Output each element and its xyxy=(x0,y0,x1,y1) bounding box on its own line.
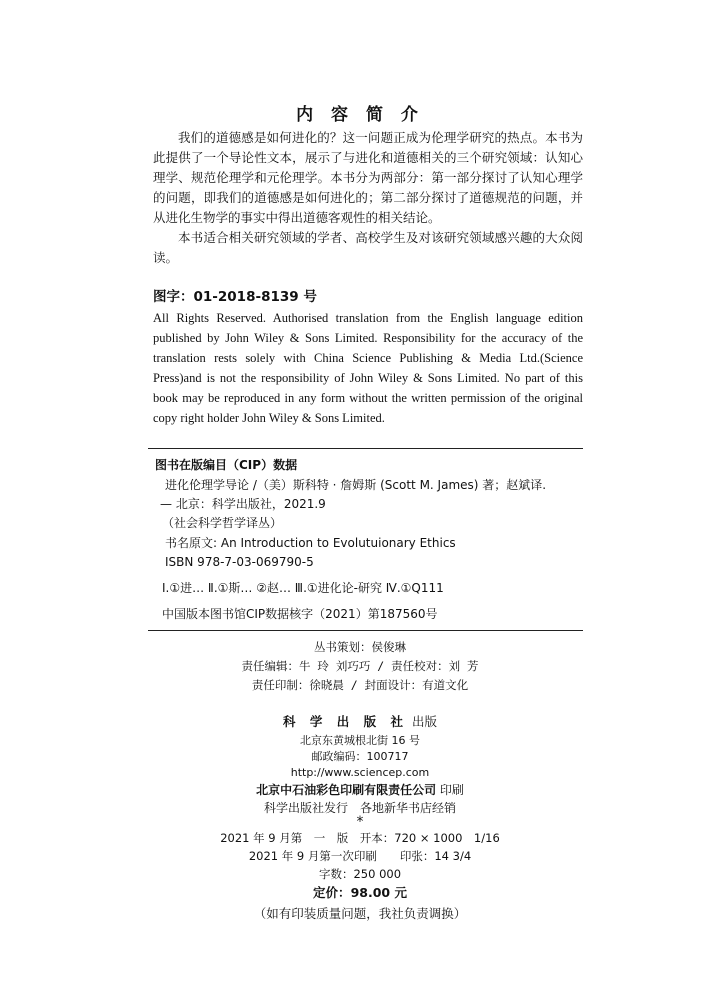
responsible-editors: 责任编辑：牛 玲 刘巧巧 / 责任校对：刘 芳 xyxy=(241,659,479,673)
cip-place-line: — 北京：科学出版社，2021.9 xyxy=(160,497,326,511)
publisher-website: http://www.sciencep.com xyxy=(290,766,430,779)
printer-suffix: 印刷 xyxy=(439,783,464,797)
word-count: 字数：250 000 xyxy=(318,867,402,881)
edition-line: 2021 年 9 月第 一 版 开本：720 × 1000 1/16 xyxy=(220,831,500,845)
cip-heading: 图书在版编目（CIP）数据 xyxy=(155,458,298,472)
publisher-postcode: 邮政编码：100717 xyxy=(311,750,409,763)
series-planner: 丛书策划：侯俊琳 xyxy=(314,640,406,654)
intro-paragraph-2: 本书适合相关研究领域的学者、高校学生及对该研究领域感兴趣的大众阅读。 xyxy=(153,230,583,265)
responsible-printing: 责任印制：徐晓晨 / 封面设计：有道文化 xyxy=(251,678,469,692)
cip-isbn: ISBN 978-7-03-069790-5 xyxy=(165,555,314,569)
divider-bottom xyxy=(148,630,583,631)
publisher-name: 科 学 出 版 社 xyxy=(283,714,408,729)
price-value: 98.00 元 xyxy=(350,885,407,900)
cip-series-line: （社会科学哲学译丛） xyxy=(162,516,283,530)
cip-original-title: 书名原文: An Introduction to Evolutuionary Ethics xyxy=(165,536,456,550)
distribution-line: 科学出版社发行 各地新华书店经销 xyxy=(263,801,456,815)
quality-notice: （如有印装质量问题，我社负责调换） xyxy=(253,906,467,921)
divider-top xyxy=(148,448,583,449)
printer-name: 北京中石油彩色印刷有限责任公司 xyxy=(256,783,437,797)
price-line xyxy=(0,884,720,902)
cip-title-line: 进化伦理学导论 /（美）斯科特 · 詹姆斯 (Scott M. James) 著；赵斌译. xyxy=(165,478,547,492)
cip-classification: Ⅰ.①进… Ⅱ.①斯… ②赵… Ⅲ.①进化论-研究 Ⅳ.①Q111 xyxy=(162,581,444,595)
separator-star: * xyxy=(356,814,364,830)
rights-statement: All Rights Reserved. Authorised translation from the English language edition published by John Wiley & Sons Limited. Responsibility for the accuracy of the translation rests solely with China Science Publishing & Media Ltd.(Science Press)and is not the responsibility of John Wiley & Sons Limited. No part of this book may be reproduced in any form without the written permission of the original copy right holder John Wiley & Sons Limited. xyxy=(153,311,583,425)
impression-line: 2021 年 9 月第一次印刷 印张：14 3/4 xyxy=(248,849,472,863)
publisher-suffix: 出版 xyxy=(411,714,437,729)
publisher-line xyxy=(0,714,720,730)
printer-line xyxy=(0,782,720,798)
page-title: 内 容 简 介 xyxy=(296,105,424,125)
copyright-permit-number: 图字：01-2018-8139 号 xyxy=(153,289,317,305)
publisher-address: 北京东黄城根北街 16 号 xyxy=(300,734,420,747)
cip-check-number: 中国版本图书馆CIP数据核字（2021）第187560号 xyxy=(162,607,438,621)
intro-paragraph-1: 我们的道德感是如何进化的？这一问题正成为伦理学研究的热点。本书为此提供了一个导论性文本，展示了与进化和道德相关的三个研究领域：认知心理学、规范伦理学和元伦理学。本书分为两部分：第一部分探讨了认知心理学的问题，即我们的道德感是如何进化的；第二部分探讨了道德规范的问题，并从进化生物学的事实中得出道德客观性的相关结论。 xyxy=(153,130,583,225)
price-label: 定价： xyxy=(313,885,351,900)
